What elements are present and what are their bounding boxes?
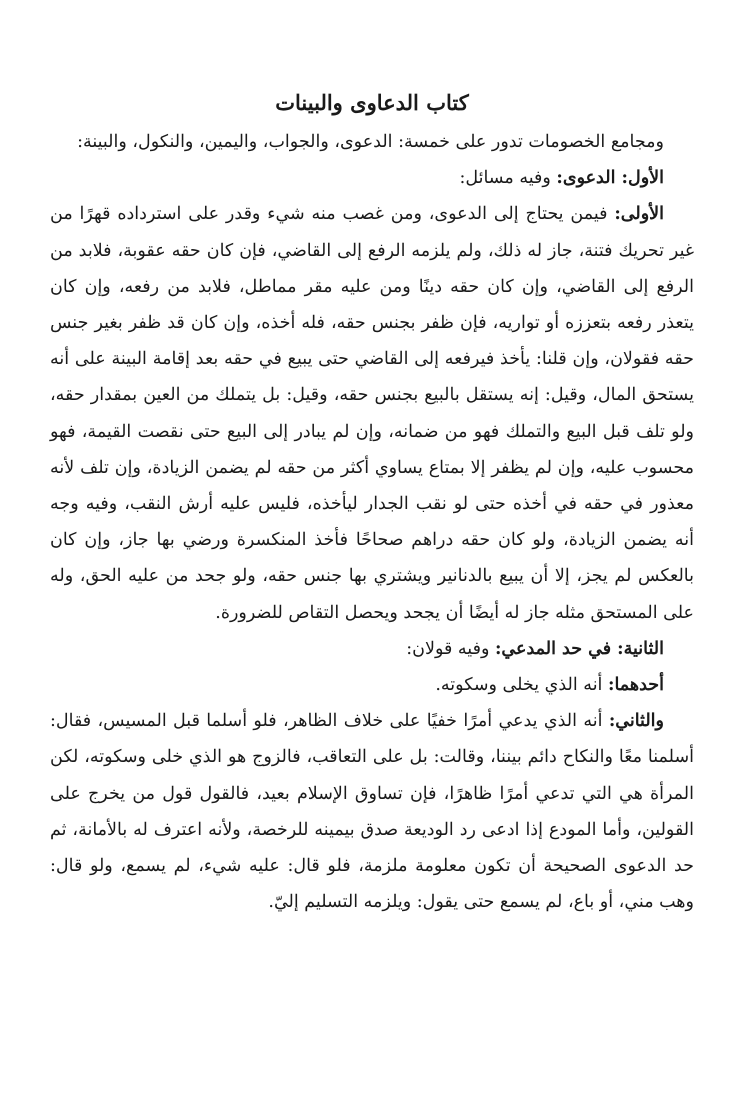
opinion-first-text: أنه الذي يخلى وسكوته. <box>435 675 608 696</box>
section-text: وفيه مسائل: <box>459 168 557 189</box>
intro-paragraph: ومجامع الخصومات تدور على خمسة: الدعوى، والجواب، واليمين، والنكول، والبينة: <box>77 132 664 152</box>
issue-first-lead: الأولى: <box>614 204 664 225</box>
opinion-first-paragraph <box>50 667 694 703</box>
opinion-second-text: أنه الذي يدعي أمرًا خفيًا على خلاف الظاهر، فلو أسلما قبل المسيس، فقال: أسلمنا معًا والنكاح دائم بيننا، وقالت: بل على التعاقب، فالزوج هو الذي خلى وسكوته، لكن المرأة هي التي تدعي أمرًا ظاهرًا، فإن تساوق الإسلام بعيد، فالقول قول من يخرج على القولين، وأما المودع إذا ادعى رد الوديعة صدق بيمينه للرخصة، ولأنه اعترف له بالأمانة، ثم حد الدعوى الصحيحة أن تكون معلومة ملزمة، فلو قال: عليه شيء، لم يسمع، ولو قال: وهب مني، أو باع، لم يسمع حتى يقول: ويلزمه التسليم إليّ. <box>50 711 694 913</box>
opinion-first-lead: أحدهما: <box>607 675 664 696</box>
section-lead: الأول: الدعوى: <box>556 168 664 189</box>
issue-first-text: فيمن يحتاج إلى الدعوى، ومن غصب منه شيء وقدر على استرداده قهرًا من غير تحريك فتنة، جاز له ذلك، ولم يلزمه الرفع إلى القاضي، فإن كان حقه عقوبة، فلابد من الرفع إلى القاضي، وإن كان حقه دينًا ومن عليه مقر مماطل، فلابد من رفعه، وإن كان يتعذر رفعه بتعززه أو تواريه، فإن ظفر بجنس حقه، فله أخذه، وإن كان قد ظفر بغير جنس حقه فقولان، وإن قلنا: يأخذ فيرفعه إلى القاضي حتى يبيع في حقه بعد إقامة البينة على أنه يستحق المال، وقيل: إنه يستقل بالبيع بجنس حقه، وقيل: بل يتملك من العين بمقدار حقه، ولو تلف قبل البيع والتملك فهو من ضمانه، وإن لم يبادر إلى البيع حتى نقصت القيمة، فهو محسوب عليه، وإن لم يظفر إلا بمتاع يساوي أكثر من حقه لم يضمن الزيادة، وإن تلف لأنه معذور في حقه في أخذه حتى لو نقب الجدار ليأخذه، فليس عليه أرش النقب، وفيه وجه أنه يضمن الزيادة، ولو كان حقه دراهم صحاحًا فأخذ المنكسرة ورضي بها جاز، وإن كان بالعكس لم يجز، إلا أن يبيع بالدنانير ويشتري بها جنس حقه، ولو جحد من عليه الحق، وله على المستحق مثله جاز له أيضًا أن يجحد ويحصل التقاص للضرورة. <box>50 204 694 623</box>
opinion-second-paragraph <box>50 703 694 920</box>
opinion-second-lead: والثاني: <box>608 711 664 732</box>
issue-second-lead: الثانية: في حد المدعي: <box>494 638 664 659</box>
section-first-claim <box>50 160 694 196</box>
chapter-title: كتاب الدعاوى والبينات <box>275 90 469 115</box>
issue-second-text: وفيه قولان: <box>406 638 495 659</box>
issue-first-paragraph <box>50 196 694 630</box>
issue-second-paragraph <box>50 631 694 667</box>
